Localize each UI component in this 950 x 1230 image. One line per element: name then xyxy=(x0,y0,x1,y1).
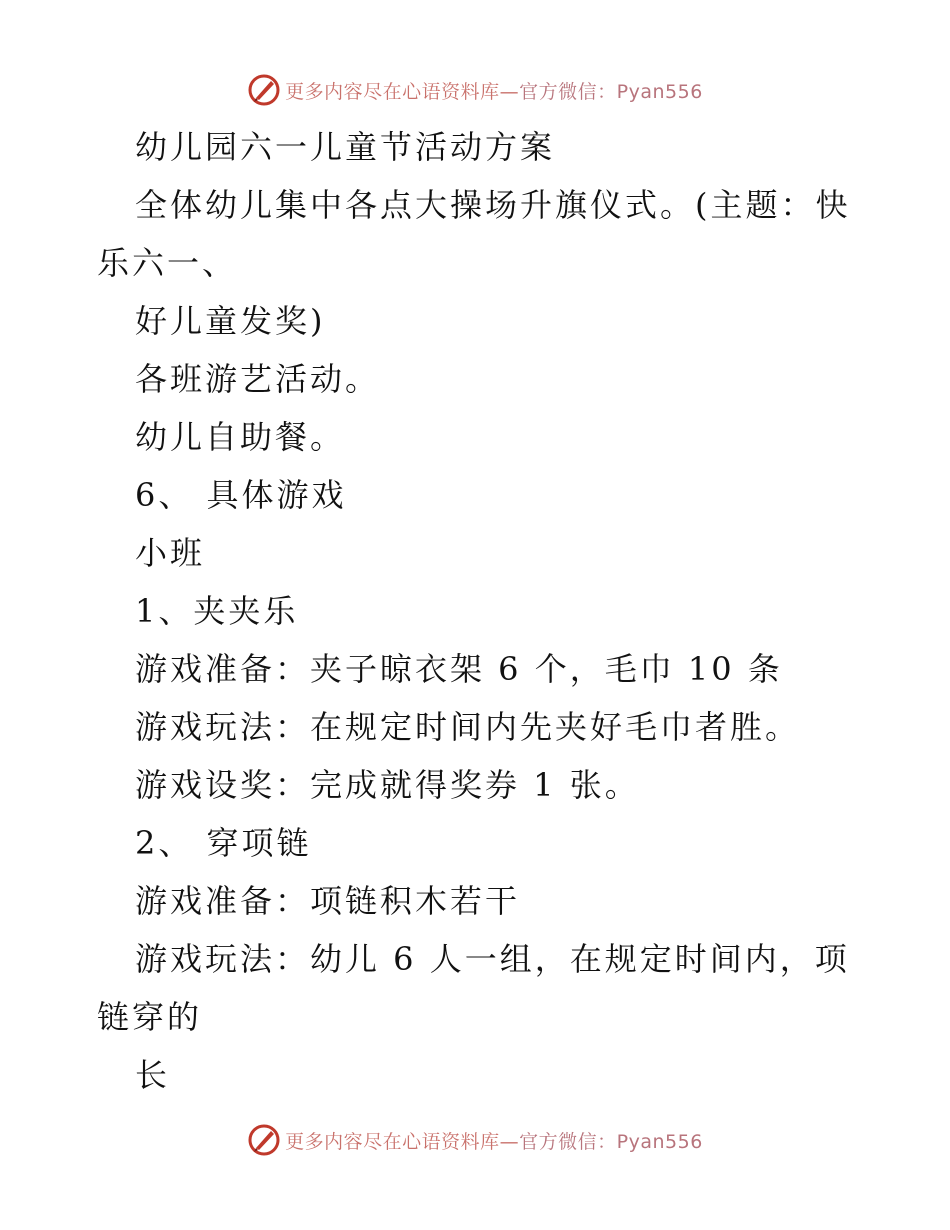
quill-pen-logo-icon xyxy=(247,1123,281,1157)
paragraph-line-wrap: 链穿的 xyxy=(97,998,203,1036)
document-title: 幼儿园六一儿童节活动方案 xyxy=(135,128,556,166)
header-banner xyxy=(0,70,950,110)
banner-main-text: 更多内容尽在心语资料库 xyxy=(285,80,500,103)
paragraph-line: 游戏设奖：完成就得奖券 1 张。 xyxy=(135,766,640,804)
banner-dash: — xyxy=(499,1130,520,1153)
paragraph-line: 好儿童发奖) xyxy=(135,302,326,340)
paragraph-line: 全体幼儿集中各点大操场升旗仪式。(主题：快 xyxy=(135,186,851,224)
paragraph-line: 游戏准备：项链积木若干 xyxy=(135,882,521,920)
paragraph-line: 游戏准备：夹子晾衣架 6 个，毛巾 10 条 xyxy=(135,650,783,688)
paragraph-line: 长 xyxy=(135,1056,171,1094)
paragraph-line: 幼儿自助餐。 xyxy=(135,418,346,456)
banner-tail-text: 官方微信：Pyan556 xyxy=(519,1130,703,1153)
paragraph-line-wrap: 乐六一、 xyxy=(97,244,238,282)
header-banner-text xyxy=(285,77,703,104)
header-banner-inner xyxy=(247,73,703,107)
game-title: 1、夹夹乐 xyxy=(135,592,299,630)
paragraph-line: 游戏玩法：在规定时间内先夹好毛巾者胜。 xyxy=(135,708,801,746)
section-heading: 6、 具体游戏 xyxy=(135,476,347,514)
subsection-heading: 小班 xyxy=(135,534,206,572)
footer-banner-inner xyxy=(247,1123,703,1157)
game-title: 2、 穿项链 xyxy=(135,824,312,862)
quill-pen-logo-icon xyxy=(247,73,281,107)
footer-banner-text xyxy=(285,1127,703,1154)
banner-tail-text: 官方微信：Pyan556 xyxy=(519,80,703,103)
footer-banner xyxy=(0,1120,950,1160)
paragraph-line: 游戏玩法：幼儿 6 人一组，在规定时间内，项 xyxy=(135,940,850,978)
document-body xyxy=(97,118,857,1104)
banner-dash: — xyxy=(499,80,520,103)
paragraph-line: 各班游艺活动。 xyxy=(135,360,381,398)
banner-main-text: 更多内容尽在心语资料库 xyxy=(285,1130,500,1153)
